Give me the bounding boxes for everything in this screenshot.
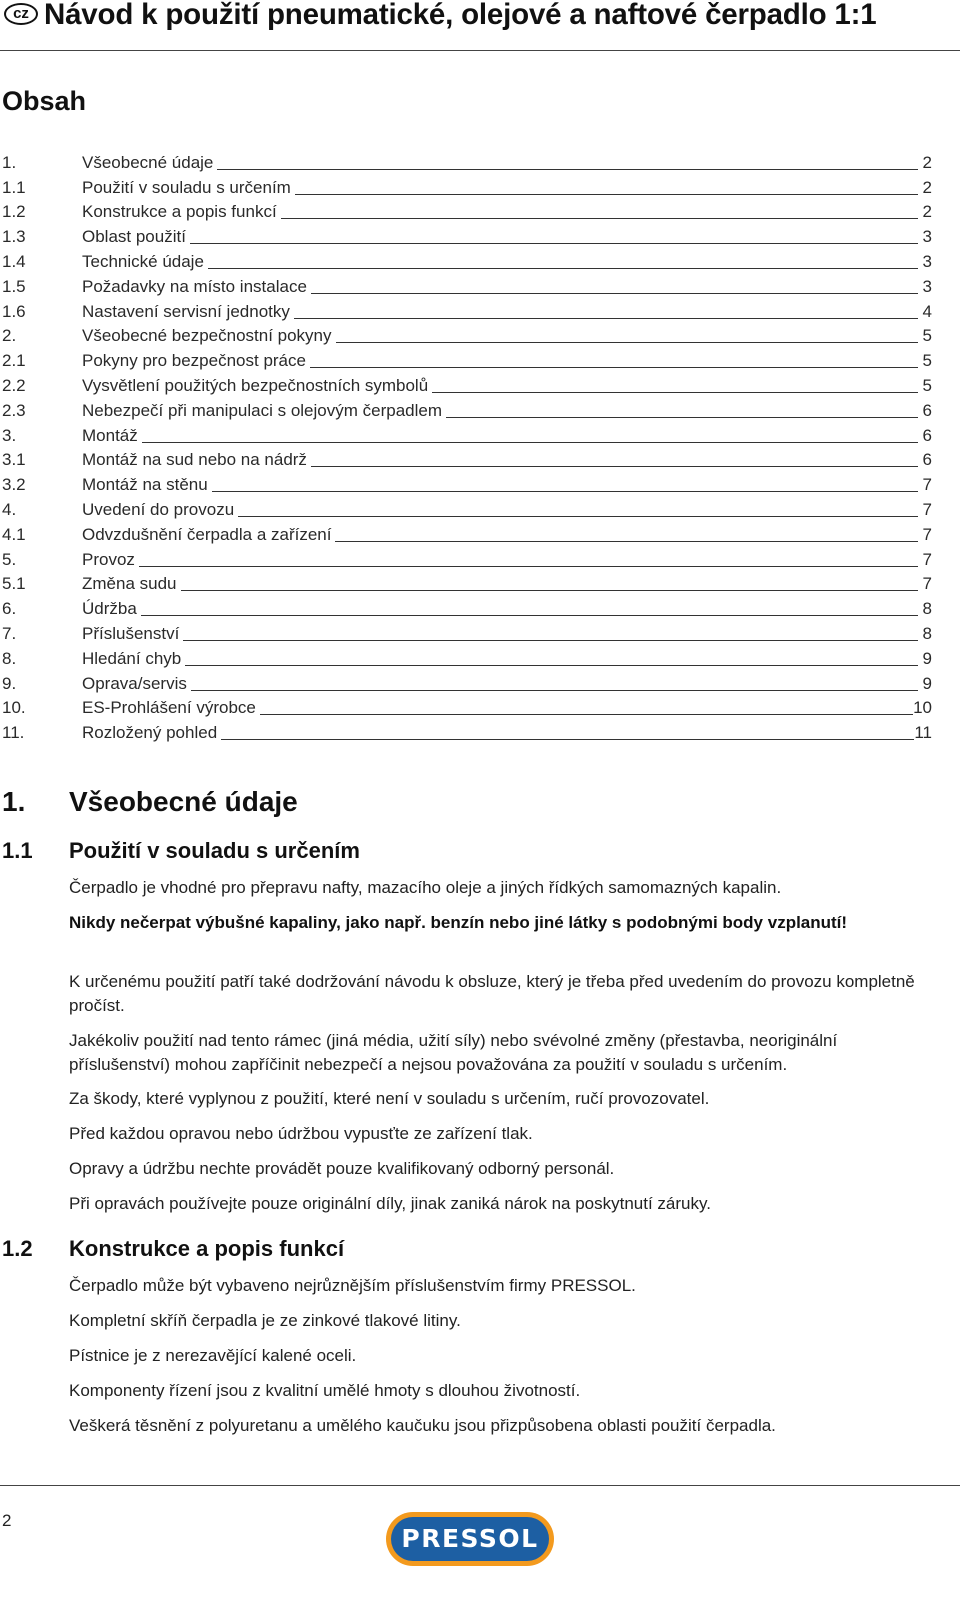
toc-entry-number: 1.	[2, 152, 17, 172]
toc-entry-label: Nastavení servisní jednotky	[82, 301, 290, 321]
paragraph: Opravy a údržbu nechte provádět pouze kvalifikovaný odborný personál.	[69, 1159, 615, 1178]
toc-entry-number: 6.	[2, 599, 17, 619]
toc-entry-label: Všeobecné bezpečnostní pokyny	[82, 326, 332, 346]
subsection-title: Použití v souladu s určením	[69, 838, 360, 863]
toc-leader-line	[446, 417, 918, 418]
logo-inner	[391, 1517, 549, 1561]
toc-leader-line	[221, 739, 914, 740]
paragraph: Za škody, které vyplynou z použití, které není v souladu s určením, ručí provozovatel.	[69, 1089, 710, 1108]
section-title: Všeobecné údaje	[69, 786, 298, 817]
toc-leader-line	[294, 318, 918, 319]
toc-entry-label: ES-Prohlášení výrobce	[82, 698, 256, 718]
toc-leader-line	[295, 194, 918, 195]
toc-entry-page: 7	[922, 574, 932, 594]
toc-entry-number: 1.1	[2, 177, 26, 197]
toc-entry-label: Montáž na stěnu	[82, 475, 208, 495]
toc-entry[interactable]	[2, 596, 932, 621]
language-badge: cz	[4, 3, 38, 25]
toc-entry[interactable]	[2, 423, 932, 448]
toc-leader-line	[311, 293, 918, 294]
toc-entry[interactable]	[2, 448, 932, 473]
toc-entry-label: Rozložený pohled	[82, 723, 218, 743]
toc-entry-page: 2	[922, 177, 932, 197]
toc-entry-label: Konstrukce a popis funkcí	[82, 202, 277, 222]
toc-leader-line	[183, 640, 918, 641]
toc-entry-number: 11.	[2, 723, 25, 743]
toc-entry-number: 2.1	[2, 351, 26, 371]
toc-heading: Obsah	[2, 86, 87, 116]
toc-leader-line	[181, 590, 919, 591]
paragraph: Čerpadlo je vhodné pro přepravu nafty, mazacího oleje a jiných řídkých samomazných kapalin.	[69, 878, 782, 897]
paragraph: Veškerá těsnění z polyuretanu a umělého kaučuku jsou přizpůsobena oblasti použití čerpadla.	[69, 1416, 776, 1435]
toc-leader-line	[336, 342, 918, 343]
toc-leader-line	[238, 516, 918, 517]
toc-leader-line	[212, 491, 918, 492]
toc-entry-number: 2.2	[2, 375, 26, 395]
toc-entry-page: 9	[922, 648, 932, 668]
toc-entry-number: 1.4	[2, 251, 26, 271]
toc-entry-page: 3	[922, 251, 932, 271]
footer-divider	[0, 1485, 960, 1486]
toc-entry[interactable]	[2, 224, 932, 249]
subsection-number: 1.1	[2, 838, 33, 863]
toc-entry-label: Hledání chyb	[82, 648, 182, 668]
page-number: 2	[2, 1511, 12, 1530]
toc-entry-page: 6	[922, 450, 932, 470]
table-of-contents	[2, 150, 932, 745]
toc-entry-number: 4.	[2, 499, 17, 519]
toc-entry[interactable]	[2, 299, 932, 324]
toc-entry-label: Technické údaje	[82, 251, 204, 271]
toc-entry-number: 2.3	[2, 400, 26, 420]
toc-entry-label: Všeobecné údaje	[82, 152, 214, 172]
toc-entry-page: 10	[913, 698, 932, 718]
toc-entry[interactable]	[2, 497, 932, 522]
paragraph: Komponenty řízení jsou z kvalitní umělé hmoty s dlouhou životností.	[69, 1381, 581, 1400]
toc-entry[interactable]	[2, 324, 932, 349]
toc-entry[interactable]	[2, 175, 932, 200]
toc-entry-page: 7	[922, 524, 932, 544]
toc-leader-line	[208, 268, 918, 269]
paragraph: K určenému použití patří také dodržování návodu k obsluze, který je třeba před uvedením do provozu kompletně pročíst.	[69, 972, 915, 1015]
toc-entry-label: Požadavky na místo instalace	[82, 276, 307, 296]
toc-leader-line	[142, 442, 918, 443]
toc-leader-line	[139, 566, 918, 567]
toc-entry-label: Montáž na sud nebo na nádrž	[82, 450, 307, 470]
toc-entry-number: 2.	[2, 326, 17, 346]
toc-leader-line	[335, 541, 918, 542]
paragraph: Kompletní skříň čerpadla je ze zinkové tlakové litiny.	[69, 1311, 461, 1330]
toc-entry[interactable]	[2, 720, 932, 745]
toc-entry-label: Použití v souladu s určením	[82, 177, 291, 197]
paragraph: Jakékoliv použití nad tento rámec (jiná média, užití síly) nebo svévolné změny (přestavba, neoriginální příslušenství) mohou zapříčinit nebezpečí a nejsou považována za použití v souladu s určením.	[69, 1031, 838, 1074]
toc-entry[interactable]	[2, 348, 932, 373]
toc-entry-page: 5	[922, 326, 932, 346]
toc-entry-label: Údržba	[82, 599, 137, 619]
toc-entry-page: 9	[922, 673, 932, 693]
section-number: 1.	[2, 786, 26, 817]
subsection-number: 1.2	[2, 1236, 33, 1261]
toc-entry-page: 5	[922, 351, 932, 371]
toc-entry-page: 3	[922, 227, 932, 247]
toc-entry-label: Nebezpečí při manipulaci s olejovým čerpadlem	[82, 400, 442, 420]
toc-leader-line	[191, 690, 918, 691]
toc-entry-number: 1.3	[2, 227, 26, 247]
toc-leader-line	[432, 392, 918, 393]
paragraph: Před každou opravou nebo údržbou vypusťte ze zařízení tlak.	[69, 1124, 533, 1143]
toc-entry-page: 7	[922, 549, 932, 569]
toc-entry-label: Vysvětlení použitých bezpečnostních symbolů	[82, 375, 429, 395]
paragraph: Čerpadlo může být vybaveno nejrůznějším příslušenstvím firmy PRESSOL.	[69, 1276, 636, 1295]
toc-entry[interactable]	[2, 249, 932, 274]
toc-leader-line	[217, 169, 918, 170]
toc-entry-label: Příslušenství	[82, 623, 180, 643]
header-divider	[0, 50, 960, 51]
toc-entry-label: Oblast použití	[82, 227, 186, 247]
toc-entry-page: 3	[922, 276, 932, 296]
toc-entry-page: 7	[922, 499, 932, 519]
toc-entry-page: 2	[922, 202, 932, 222]
toc-entry[interactable]	[2, 274, 932, 299]
toc-entry-label: Uvedení do provozu	[82, 499, 235, 519]
toc-entry-number: 5.	[2, 549, 17, 569]
toc-entry-number: 8.	[2, 648, 17, 668]
toc-leader-line	[185, 665, 918, 666]
toc-entry-page: 11	[914, 723, 932, 743]
toc-entry-number: 3.1	[2, 450, 26, 470]
toc-entry[interactable]	[2, 200, 932, 225]
document-title: Návod k použití pneumatické, olejové a naftové čerpadlo 1:1	[44, 0, 877, 31]
toc-entry[interactable]	[2, 547, 932, 572]
toc-entry-number: 5.1	[2, 574, 26, 594]
toc-entry-label: Montáž	[82, 425, 138, 445]
subsection-title: Konstrukce a popis funkcí	[69, 1236, 345, 1261]
page-header	[0, 0, 960, 52]
toc-leader-line	[141, 615, 918, 616]
toc-entry[interactable]	[2, 472, 932, 497]
toc-entry-number: 1.5	[2, 276, 26, 296]
toc-entry[interactable]	[2, 696, 932, 721]
toc-entry-label: Odvzdušnění čerpadla a zařízení	[82, 524, 332, 544]
toc-entry-page: 5	[922, 375, 932, 395]
toc-entry-label: Oprava/servis	[82, 673, 187, 693]
toc-entry-number: 1.6	[2, 301, 26, 321]
warning-paragraph: Nikdy nečerpat výbušné kapaliny, jako např. benzín nebo jiné látky s podobnými body vzplanutí!	[69, 913, 848, 932]
toc-entry-page: 7	[922, 475, 932, 495]
toc-entry-page: 6	[922, 400, 932, 420]
toc-entry-number: 10.	[2, 698, 26, 718]
toc-leader-line	[190, 243, 918, 244]
toc-entry-label: Provoz	[82, 549, 135, 569]
toc-leader-line	[311, 466, 918, 467]
paragraph: Při opravách používejte pouze originální díly, jinak zaniká nárok na poskytnutí záruky.	[69, 1194, 711, 1213]
toc-entry[interactable]	[2, 671, 932, 696]
toc-entry-label: Pokyny pro bezpečnost práce	[82, 351, 306, 371]
toc-entry-number: 3.2	[2, 475, 26, 495]
paragraph: Pístnice je z nerezavějící kalené oceli.	[69, 1346, 357, 1365]
toc-entry-number: 9.	[2, 673, 17, 693]
toc-entry-page: 8	[922, 623, 932, 643]
toc-entry-number: 3.	[2, 425, 17, 445]
toc-entry-page: 2	[922, 152, 932, 172]
toc-leader-line	[310, 367, 918, 368]
logo-text: PRESSOL	[401, 1524, 539, 1553]
toc-entry[interactable]	[2, 646, 932, 671]
toc-entry[interactable]	[2, 150, 932, 175]
toc-entry[interactable]	[2, 398, 932, 423]
toc-entry[interactable]	[2, 621, 932, 646]
toc-entry-page: 4	[922, 301, 932, 321]
toc-entry-page: 6	[922, 425, 932, 445]
toc-entry[interactable]	[2, 522, 932, 547]
toc-entry-label: Změna sudu	[82, 574, 177, 594]
pressol-logo	[386, 1512, 554, 1566]
toc-leader-line	[281, 218, 918, 219]
toc-entry-number: 4.1	[2, 524, 26, 544]
toc-entry-number: 7.	[2, 623, 17, 643]
toc-entry-page: 8	[922, 599, 932, 619]
toc-entry[interactable]	[2, 572, 932, 597]
toc-entry[interactable]	[2, 373, 932, 398]
toc-entry-number: 1.2	[2, 202, 26, 222]
toc-leader-line	[260, 714, 913, 715]
